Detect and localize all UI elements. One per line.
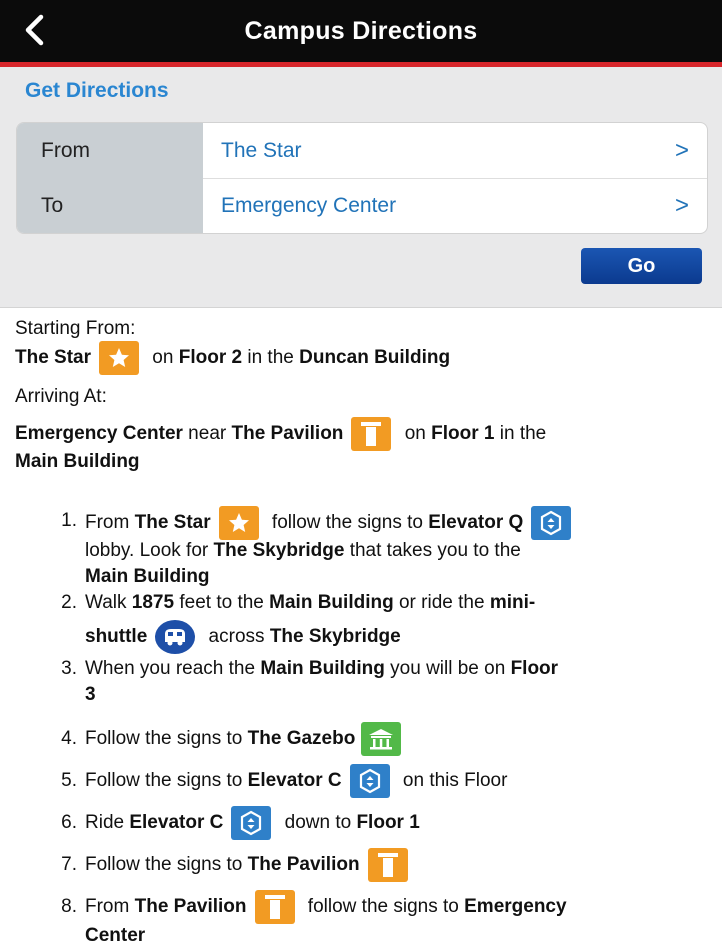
dest-place: Emergency Center <box>15 423 183 444</box>
step-place: Elevator C <box>247 770 342 791</box>
to-value: Emergency Center <box>221 193 397 217</box>
step-text-part: across <box>203 626 270 647</box>
from-row[interactable] <box>17 123 707 179</box>
step-text-part: When you reach the <box>85 658 261 679</box>
from-label: From <box>17 123 203 178</box>
step-text-part: Follow the signs to <box>85 770 248 791</box>
directions-form <box>0 67 722 308</box>
to-label: To <box>17 178 203 233</box>
dest-on-text: on <box>399 423 432 444</box>
step-text-part: you will be on <box>384 658 511 679</box>
gazebo-icon <box>361 722 401 756</box>
step-text <box>85 848 705 882</box>
step-place: shuttle <box>85 626 148 647</box>
step-text-part: that takes you to the <box>344 540 521 561</box>
step-place: Emergency <box>464 896 567 917</box>
step-text-part: on this Floor <box>397 770 508 791</box>
step-text-part: Follow the signs to <box>85 854 248 875</box>
step-place: The Skybridge <box>213 540 345 561</box>
dest-near-text: near <box>182 423 232 444</box>
step-number: 3. <box>61 658 77 679</box>
step-text <box>85 890 705 948</box>
starting-label: Starting From: <box>15 318 136 339</box>
step-text <box>85 656 705 708</box>
step-text <box>85 764 705 798</box>
go-button[interactable]: Go <box>581 248 702 284</box>
step-number: 2. <box>61 592 77 613</box>
step-place: Main Building <box>85 566 210 587</box>
step-text-part: From <box>85 896 135 917</box>
step-place: 3 <box>85 684 96 705</box>
arriving-label: Arriving At: <box>15 386 107 407</box>
step-place: The Gazebo <box>247 728 356 749</box>
dest-floor: Floor 1 <box>431 423 495 444</box>
step-number: 8. <box>61 896 77 917</box>
step-place: The Skybridge <box>269 626 401 647</box>
step-place: Main Building <box>269 592 394 613</box>
app-header <box>0 0 722 67</box>
pavilion-icon <box>255 890 295 924</box>
start-place: The Star <box>15 347 92 368</box>
pavilion-icon <box>368 848 408 882</box>
start-building: Duncan Building <box>299 347 451 368</box>
step-text <box>85 722 705 756</box>
page-title: Campus Directions <box>244 16 478 45</box>
step-number: 6. <box>61 812 77 833</box>
chevron-right-icon: > <box>674 191 689 219</box>
chevron-left-icon <box>23 14 45 46</box>
step-place: Floor 1 <box>356 812 420 833</box>
pavilion-icon <box>351 417 391 451</box>
form-heading: Get Directions <box>25 79 169 102</box>
step-number: 1. <box>61 510 77 531</box>
step-text <box>85 806 705 840</box>
step-text-part: Ride <box>85 812 130 833</box>
step-text-part: feet to the <box>174 592 270 613</box>
step-place: Elevator C <box>129 812 224 833</box>
step-place: mini- <box>489 592 536 613</box>
star-icon <box>219 506 259 540</box>
step-text-part: From <box>85 512 135 533</box>
dest-line <box>15 417 546 451</box>
route-table <box>16 122 708 234</box>
elevator-icon <box>231 806 271 840</box>
back-button[interactable] <box>14 10 54 50</box>
dest-building: Main Building <box>15 451 140 472</box>
step-place: Center <box>85 925 146 946</box>
step-place: Main Building <box>260 658 385 679</box>
start-in-text: in the <box>242 347 300 368</box>
step-text-part: down to <box>279 812 357 833</box>
step-place: Elevator Q <box>428 512 524 533</box>
step-place: The Pavilion <box>134 896 247 917</box>
chevron-right-icon: > <box>674 136 689 164</box>
shuttle-icon <box>155 620 195 654</box>
step-place: The Star <box>134 512 211 533</box>
dest-landmark: The Pavilion <box>231 423 344 444</box>
step-text-part: follow the signs to <box>266 512 429 533</box>
step-text-part: follow the signs to <box>302 896 465 917</box>
step-number: 4. <box>61 728 77 749</box>
step-text-part: lobby. Look for <box>85 540 214 561</box>
step-value: 1875 <box>131 592 175 613</box>
step-number: 5. <box>61 770 77 791</box>
dest-in-text: in the <box>494 423 547 444</box>
elevator-icon <box>350 764 390 798</box>
start-floor: Floor 2 <box>178 347 243 368</box>
step-number: 7. <box>61 854 77 875</box>
step-text <box>85 508 705 590</box>
dest-building-line <box>15 451 140 473</box>
step-text-part: Walk <box>85 592 132 613</box>
start-line <box>15 341 450 375</box>
step-text-part: Follow the signs to <box>85 728 248 749</box>
step-text <box>85 590 705 658</box>
start-on-text: on <box>147 347 179 368</box>
from-value: The Star <box>221 138 302 162</box>
step-text-part: or ride the <box>393 592 490 613</box>
elevator-icon <box>531 506 571 540</box>
to-row[interactable] <box>17 178 707 233</box>
step-place: Floor <box>510 658 559 679</box>
step-place: The Pavilion <box>247 854 360 875</box>
star-icon <box>99 341 139 375</box>
